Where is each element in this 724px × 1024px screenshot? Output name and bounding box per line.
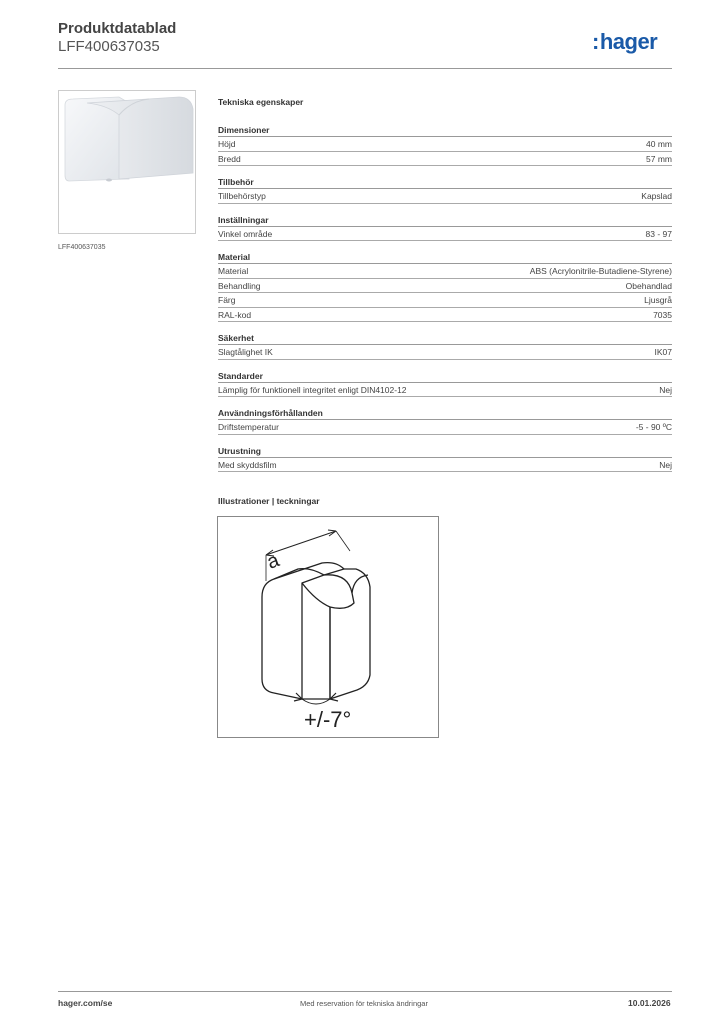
- group-title: Säkerhet: [218, 332, 672, 345]
- spec-row: [218, 152, 672, 167]
- spec-row: [218, 458, 672, 473]
- spec-group-utrustning: [218, 445, 672, 473]
- spec-label: Färg: [218, 295, 236, 305]
- spec-value: Obehandlad: [625, 280, 672, 291]
- spec-label: Vinkel område: [218, 228, 273, 239]
- spec-group-tillbehor: [218, 176, 672, 204]
- footer-website[interactable]: hager.com/se: [58, 998, 113, 1008]
- illustrations-title: Illustrationer | teckningar: [218, 496, 320, 506]
- spec-row: [218, 293, 672, 308]
- group-title: Standarder: [218, 370, 672, 383]
- product-photo-image: [59, 91, 195, 233]
- spec-value: Nej: [659, 384, 672, 395]
- spec-value: IK07: [654, 347, 672, 357]
- footer-date: 10.01.2026: [628, 998, 671, 1008]
- page-title: Produktdatablad: [58, 20, 177, 37]
- spec-group-material: [218, 251, 672, 322]
- spec-group-anvandningsforhallanden: [218, 407, 672, 435]
- spec-value: Kapslad: [641, 191, 672, 201]
- dimension-label: a: [264, 549, 283, 574]
- product-code: LFF400637035: [58, 38, 160, 55]
- footer-divider: [58, 991, 672, 992]
- technical-drawing: [217, 516, 439, 738]
- spec-group-installningar: [218, 214, 672, 242]
- spec-row: [218, 137, 672, 152]
- spec-row: [218, 227, 672, 242]
- group-title: Användningsförhållanden: [218, 407, 672, 420]
- spec-label: Slagtålighet IK: [218, 347, 273, 357]
- spec-label: Med skyddsfilm: [218, 459, 277, 470]
- spec-label: Bredd: [218, 153, 241, 164]
- footer-notice: Med reservation för tekniska ändringar: [300, 999, 428, 1008]
- spec-label: RAL-kod: [218, 309, 252, 320]
- photo-caption: LFF400637035: [58, 244, 106, 251]
- spec-row: [218, 279, 672, 294]
- spec-value: 7035: [653, 309, 672, 320]
- spec-value: 83 - 97: [645, 228, 672, 239]
- product-photo: [58, 90, 196, 234]
- spec-value: -5 - 90 ºC: [635, 422, 672, 432]
- logo-mark-icon: :: [592, 29, 599, 54]
- spec-label: Driftstemperatur: [218, 422, 279, 432]
- spec-group-sakerhet: [218, 332, 672, 360]
- spec-group-dimensioner: [218, 124, 672, 166]
- spec-label: Höjd: [218, 139, 236, 149]
- spec-value: ABS (Acrylonitrile-Butadiene-Styrene): [529, 266, 672, 276]
- spec-row: [218, 189, 672, 204]
- spec-group-standarder: [218, 370, 672, 398]
- logo-text: hager: [599, 29, 658, 54]
- group-title: Inställningar: [218, 214, 672, 227]
- hager-logo: [592, 29, 657, 55]
- spec-value: 40 mm: [646, 139, 672, 149]
- spec-value: Ljusgrå: [644, 295, 672, 305]
- spec-row: [218, 420, 672, 435]
- spec-label: Tillbehörstyp: [218, 191, 266, 201]
- spec-label: Material: [218, 266, 249, 276]
- spec-label: Behandling: [218, 280, 261, 291]
- header-divider: [58, 68, 672, 69]
- spec-row: [218, 383, 672, 398]
- angle-label: +/-7°: [304, 707, 352, 732]
- group-title: Utrustning: [218, 445, 672, 458]
- spec-row: [218, 308, 672, 323]
- corner-drawing: [218, 517, 438, 737]
- spec-value: 57 mm: [646, 153, 672, 164]
- group-title: Tillbehör: [218, 176, 672, 189]
- spec-row: [218, 345, 672, 360]
- group-title: Material: [218, 251, 672, 264]
- spec-label: Lämplig för funktionell integritet enligt DIN4102-12: [218, 384, 407, 395]
- spec-value: Nej: [659, 459, 672, 470]
- technical-specs: [218, 96, 672, 472]
- spec-row: [218, 264, 672, 279]
- group-title: Dimensioner: [218, 124, 672, 137]
- specs-title: Tekniska egenskaper: [218, 97, 304, 107]
